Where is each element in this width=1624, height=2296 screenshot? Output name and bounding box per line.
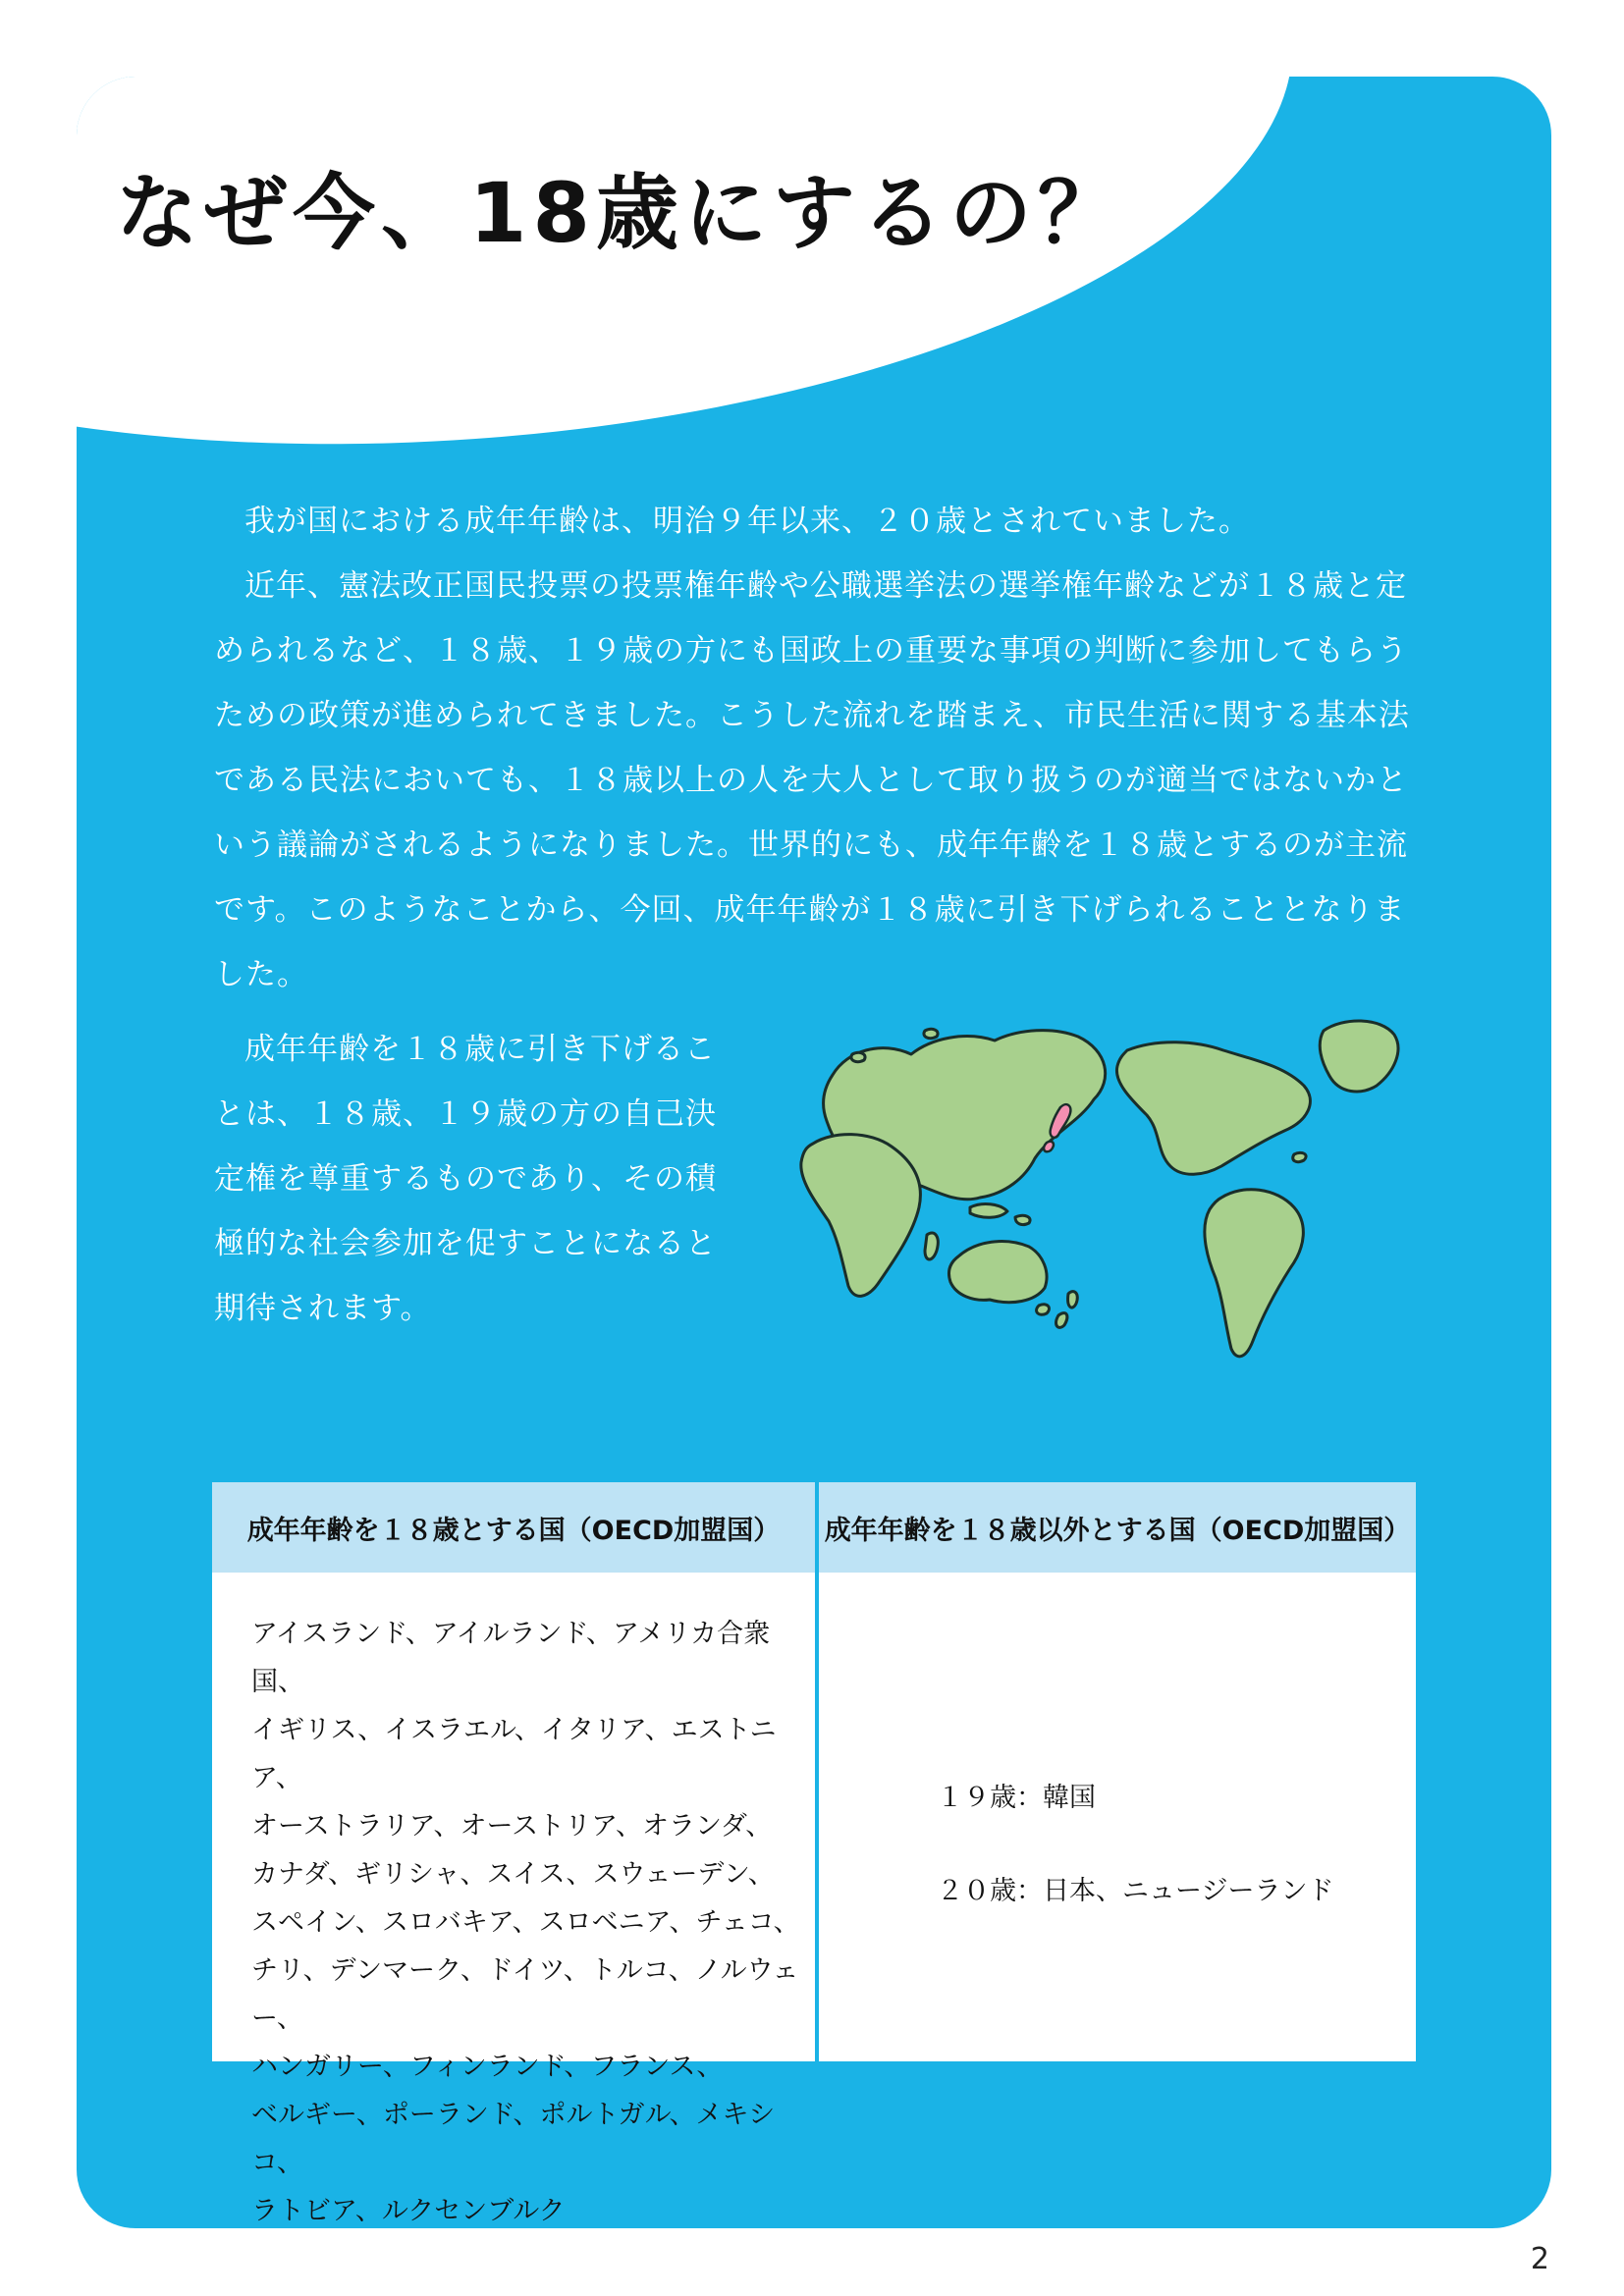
island-shape <box>1015 1215 1030 1224</box>
age-20-countries: ２０歳：日本、ニュージーランド <box>937 1876 1334 1906</box>
other-ages-list <box>937 1751 1333 1938</box>
countries-age-18-list: アイスランド、アイルランド、アメリカ合衆国、 イギリス、イスラエル、イタリア、エストニア、 オーストラリア、オーストリア、オランダ、 カナダ、ギリシャ、スイス、スウェーデン、 スペイン、スロバキア、スロベニア、チェコ、 チリ、デンマーク、ドイツ、トルコ、ノルウェー、 ハンガリー、フィンランド、フランス、 ベルギー、ポーランド、ポルトガル、メキシコ、 ラトビア、ルクセンブルク <box>251 1619 800 2226</box>
world-map-illustration <box>793 1011 1461 1384</box>
africa-shape <box>801 1135 921 1297</box>
table-header-age-18: 成年年齢を１８歳とする国（OECD加盟国） <box>212 1482 815 1573</box>
japan-south-shape <box>1044 1142 1054 1152</box>
table-cell-age-18 <box>212 1573 815 2226</box>
oecd-age-table <box>212 1482 1416 2226</box>
intro-paragraph: 我が国における成年年齢は、明治９年以来、２０歳とされていました。 <box>244 504 1250 539</box>
indonesia-shape <box>970 1204 1007 1218</box>
page-number: 2 <box>1530 2242 1549 2276</box>
island-shape <box>851 1052 865 1061</box>
madagascar-shape <box>925 1233 938 1259</box>
side-text <box>214 1017 734 1341</box>
age-19-countries: １９歳：韓国 <box>937 1783 1096 1813</box>
island-shape <box>924 1029 938 1038</box>
island-shape <box>1293 1152 1306 1161</box>
island-shape <box>1037 1305 1050 1315</box>
australia-shape <box>948 1242 1047 1303</box>
intro-paragraph: 近年、憲法改正国民投票の投票権年齢や公職選挙法の選挙権年齢などが１８歳と定められるなど、１８歳、１９歳の方にも国政上の重要な事項の判断に参加してもらうための政策が進められてきました。こうした流れを踏まえ、市民生活に関する基本法である民法においても、１８歳以上の人を大人として取り扱うのが適当ではないかという議論がされるようになりました。世界的にも、成年年齢を１８歳とするのが主流です。このようなことから、今回、成年年齢が１８歳に引き下げられることとなりました。 <box>214 568 1410 992</box>
new-zealand-south-shape <box>1056 1313 1067 1328</box>
north-america-shape <box>1116 1042 1310 1175</box>
table-cell-age-other <box>815 1573 1416 2061</box>
greenland-shape <box>1320 1021 1398 1092</box>
south-america-shape <box>1205 1190 1304 1357</box>
table-header-age-other: 成年年齢を１８歳以外とする国（OECD加盟国） <box>815 1482 1416 1573</box>
new-zealand-shape <box>1068 1292 1078 1308</box>
title-cloud-shape <box>77 77 1316 498</box>
side-paragraph: 成年年齢を１８歳に引き下げることは、１８歳、１９歳の方の自己決定権を尊重するものであり、その積極的な社会参加を促すことになると期待されます。 <box>214 1032 717 1326</box>
intro-text <box>214 489 1432 1007</box>
page-title: なぜ今、18歳にするの？ <box>116 165 1126 261</box>
